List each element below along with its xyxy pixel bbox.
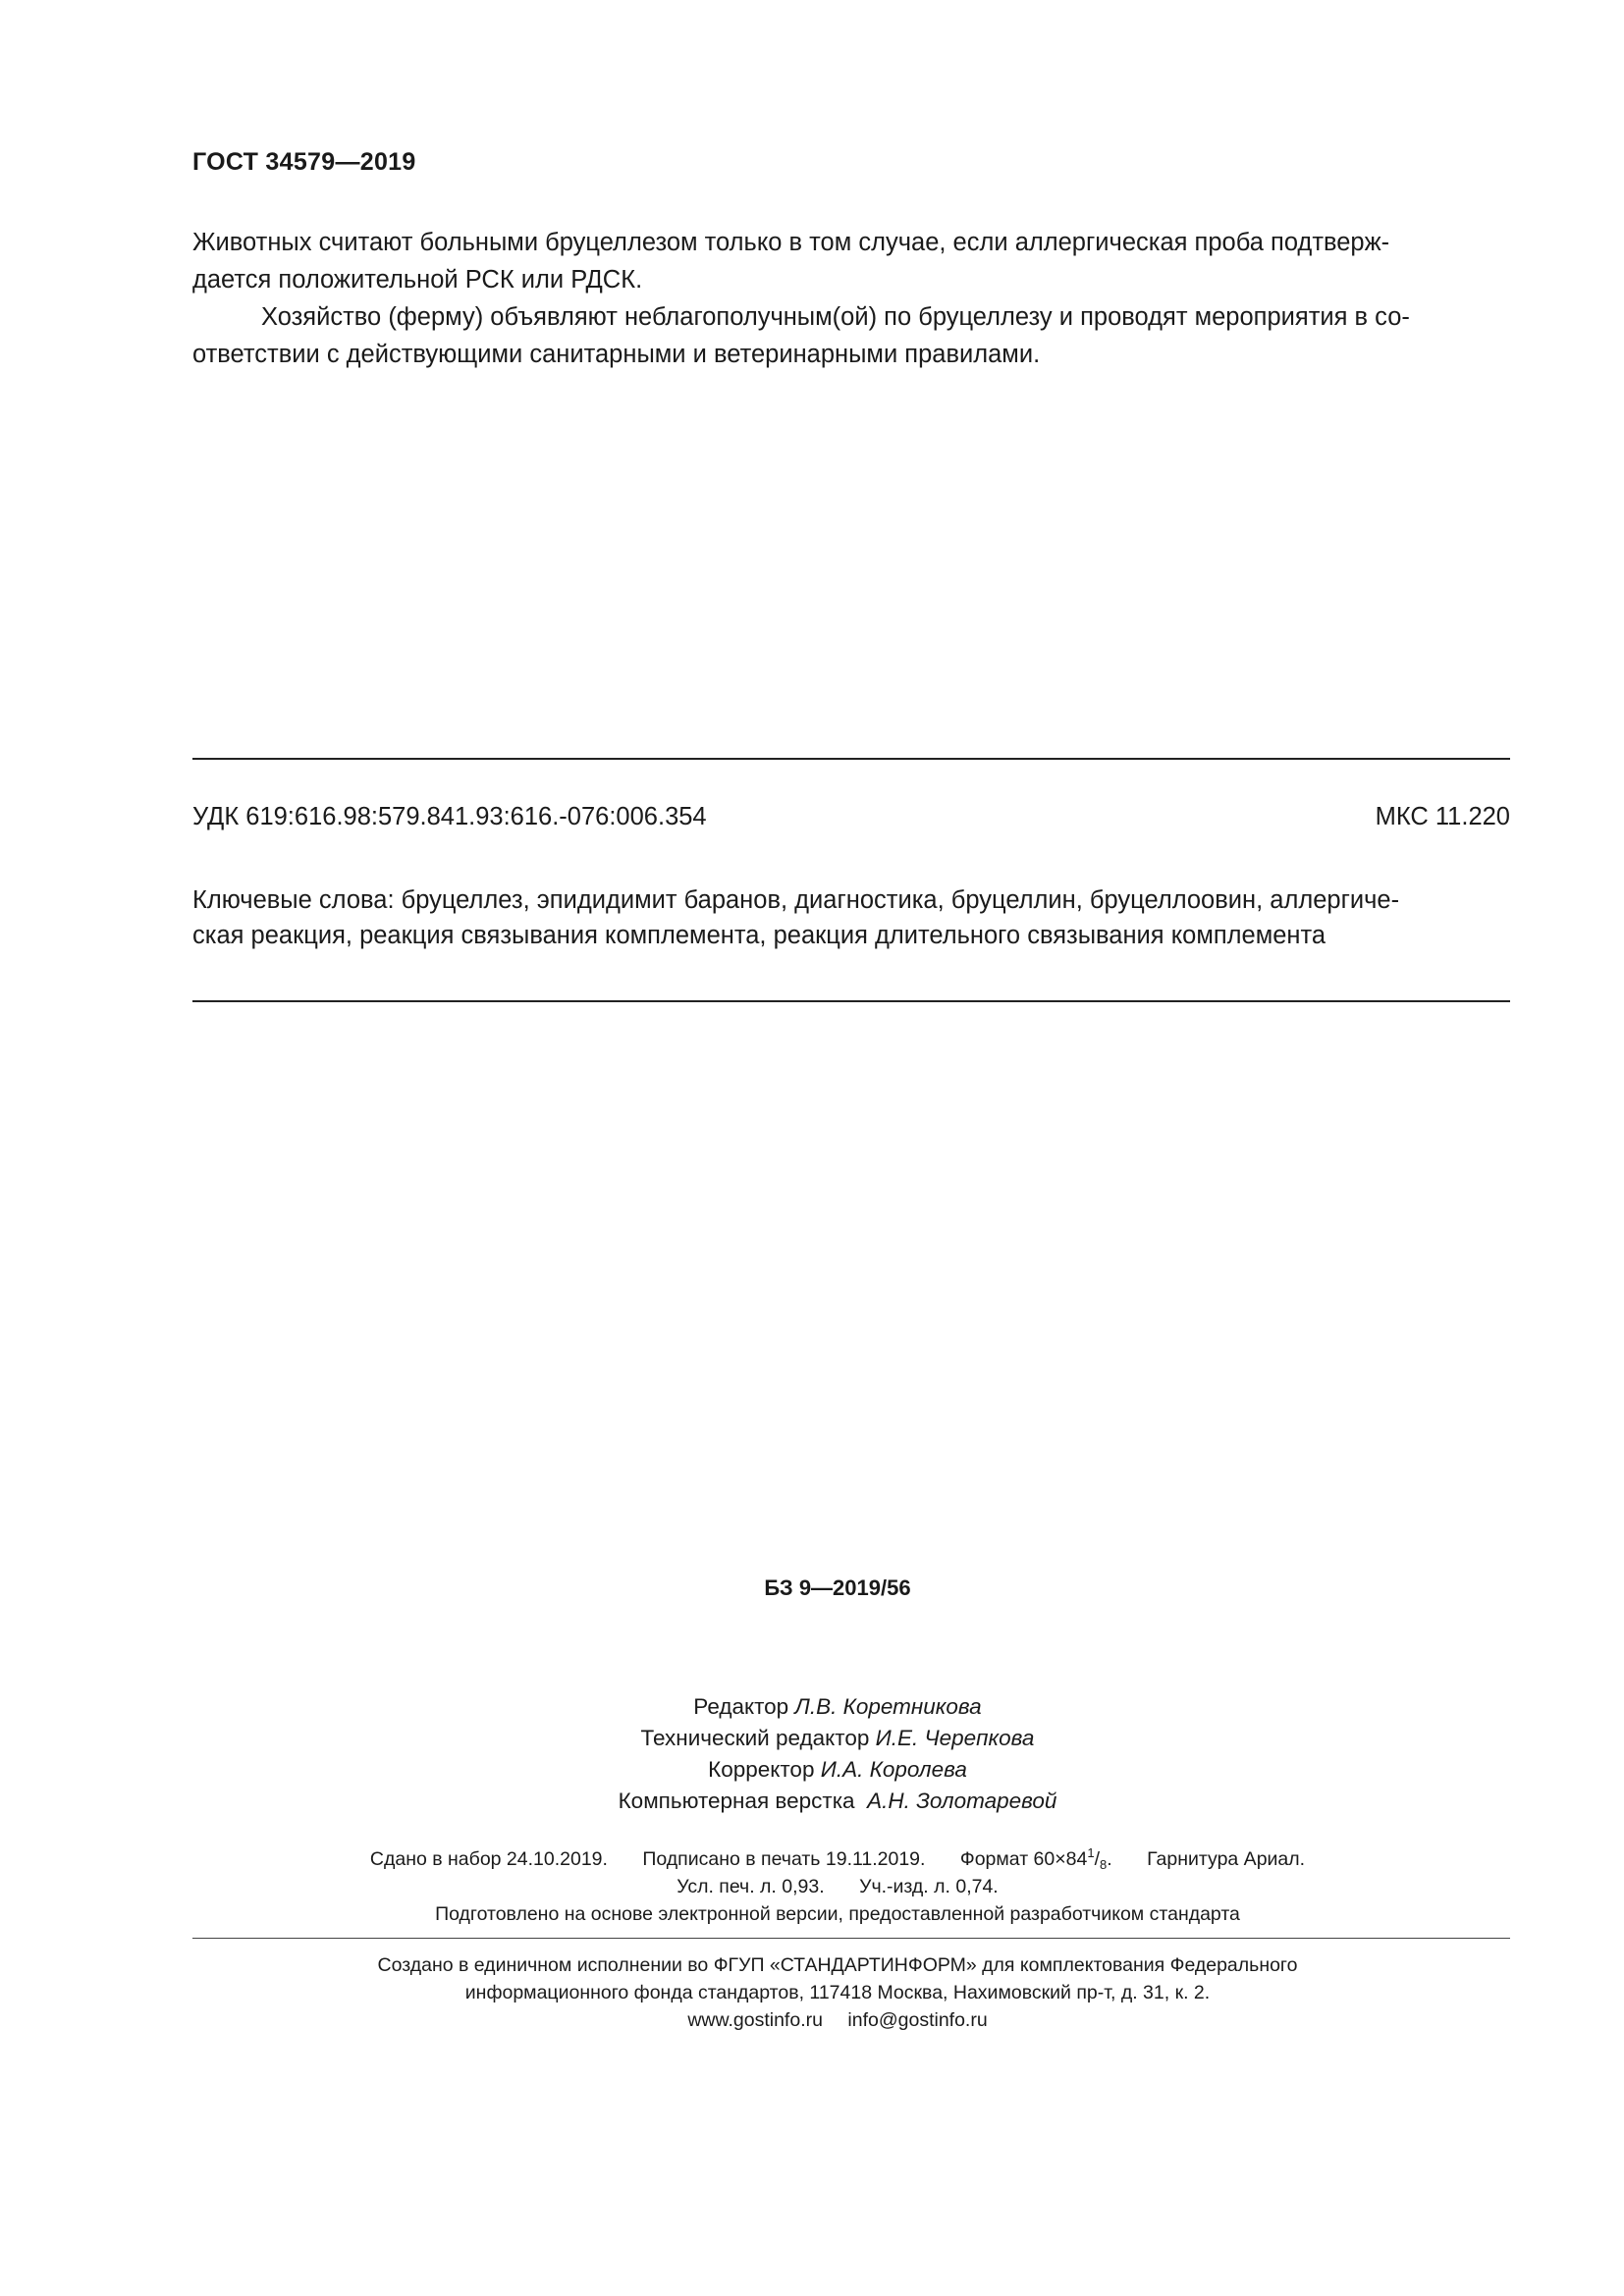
- tech-editor-name: И.Е. Черепкова: [875, 1726, 1035, 1750]
- format-sup: 1: [1087, 1845, 1095, 1860]
- editors-block: [0, 1691, 1624, 1817]
- publisher-contacts: [51, 2006, 1624, 2034]
- corrector-label: Корректор: [708, 1757, 815, 1782]
- keywords-line-1: Ключевые слова: бруцеллез, эпидидимит баранов, диагностика, бруцеллин, бруцеллоовин, аллергиче-: [192, 886, 1400, 914]
- publisher-line-1: Создано в единичном исполнении во ФГУП «СТАНДАРТИНФОРМ» для комплектования Федерального: [377, 1954, 1298, 1976]
- layout-row: [51, 1786, 1624, 1817]
- keywords-line-2: ская реакция, реакция связывания комплемента, реакция длительного связывания комплемента: [192, 922, 1326, 949]
- divider-top: [192, 758, 1510, 760]
- imprint-line-2: [51, 1873, 1624, 1900]
- paragraph-2-line-2: ответствии с действующими санитарными и ветеринарными правилами.: [192, 341, 1041, 368]
- corrector-name: И.А. Королева: [820, 1757, 967, 1782]
- prepared-note: Подготовлено на основе электронной версии, предоставленной разработчиком стандарта: [435, 1903, 1240, 1925]
- editor-name: Л.В. Коретникова: [794, 1694, 982, 1719]
- udk-code: УДК 619:616.98:579.841.93:616.-076:006.354: [192, 803, 707, 830]
- mks-code: МКС 11.220: [1375, 803, 1510, 830]
- format-suffix: .: [1107, 1848, 1112, 1870]
- editor-row: [51, 1691, 1624, 1723]
- format-sub: 8: [1100, 1857, 1108, 1872]
- bz-number: БЗ 9—2019/56: [764, 1575, 911, 1600]
- body-text: [192, 224, 1510, 373]
- pub-sheets: Уч.-изд. л. 0,74.: [859, 1876, 999, 1897]
- layout-label: Компьютерная верстка: [618, 1789, 855, 1813]
- format: Формат $60\times 84^1/_8$.: [959, 1845, 1112, 1872]
- publisher-block: [0, 1951, 1624, 2034]
- layout-name: А.Н. Золотаревой: [867, 1789, 1057, 1813]
- typeset-date: Сдано в набор 24.10.2019.: [369, 1848, 608, 1870]
- typeface: Гарнитура Ариал.: [1147, 1848, 1306, 1870]
- imprint-block: [0, 1845, 1624, 1928]
- imprint-divider: [192, 1938, 1510, 1939]
- corrector-row: [51, 1754, 1624, 1786]
- format-prefix: Формат 60×84: [959, 1848, 1088, 1870]
- paragraph-1-line-1: Животных считают больными бруцеллезом только в том случае, если аллергическая проба подтверж-: [192, 229, 1390, 256]
- imprint-line-1: [51, 1845, 1624, 1873]
- signed-date: Подписано в печать 19.11.2019.: [642, 1848, 926, 1870]
- paragraph-2-line-1: Хозяйство (ферму) объявляют неблагополучным(ой) по бруцеллезу и проводят мероприятия в со-: [261, 303, 1410, 331]
- editor-label: Редактор: [693, 1694, 789, 1719]
- print-sheets: Усл. печ. л. 0,93.: [677, 1876, 825, 1897]
- paragraph-1: [192, 224, 1510, 298]
- paragraph-2: [192, 298, 1510, 373]
- email-link[interactable]: info@gostinfo.ru: [847, 2009, 988, 2031]
- keywords: [192, 882, 1510, 953]
- publisher-line-2: информационного фонда стандартов, 117418 Москва, Нахимовский пр-т, д. 31, к. 2.: [464, 1982, 1211, 2003]
- divider-bottom: [192, 1000, 1510, 1002]
- standard-id-header: ГОСТ 34579—2019: [192, 148, 416, 176]
- paragraph-1-line-2: дается положительной РСК или РДСК.: [192, 266, 643, 294]
- classification-row: [192, 803, 1510, 831]
- website-link[interactable]: www.gostinfo.ru: [687, 2009, 823, 2031]
- tech-editor-row: [51, 1723, 1624, 1754]
- tech-editor-label: Технический редактор: [640, 1726, 870, 1750]
